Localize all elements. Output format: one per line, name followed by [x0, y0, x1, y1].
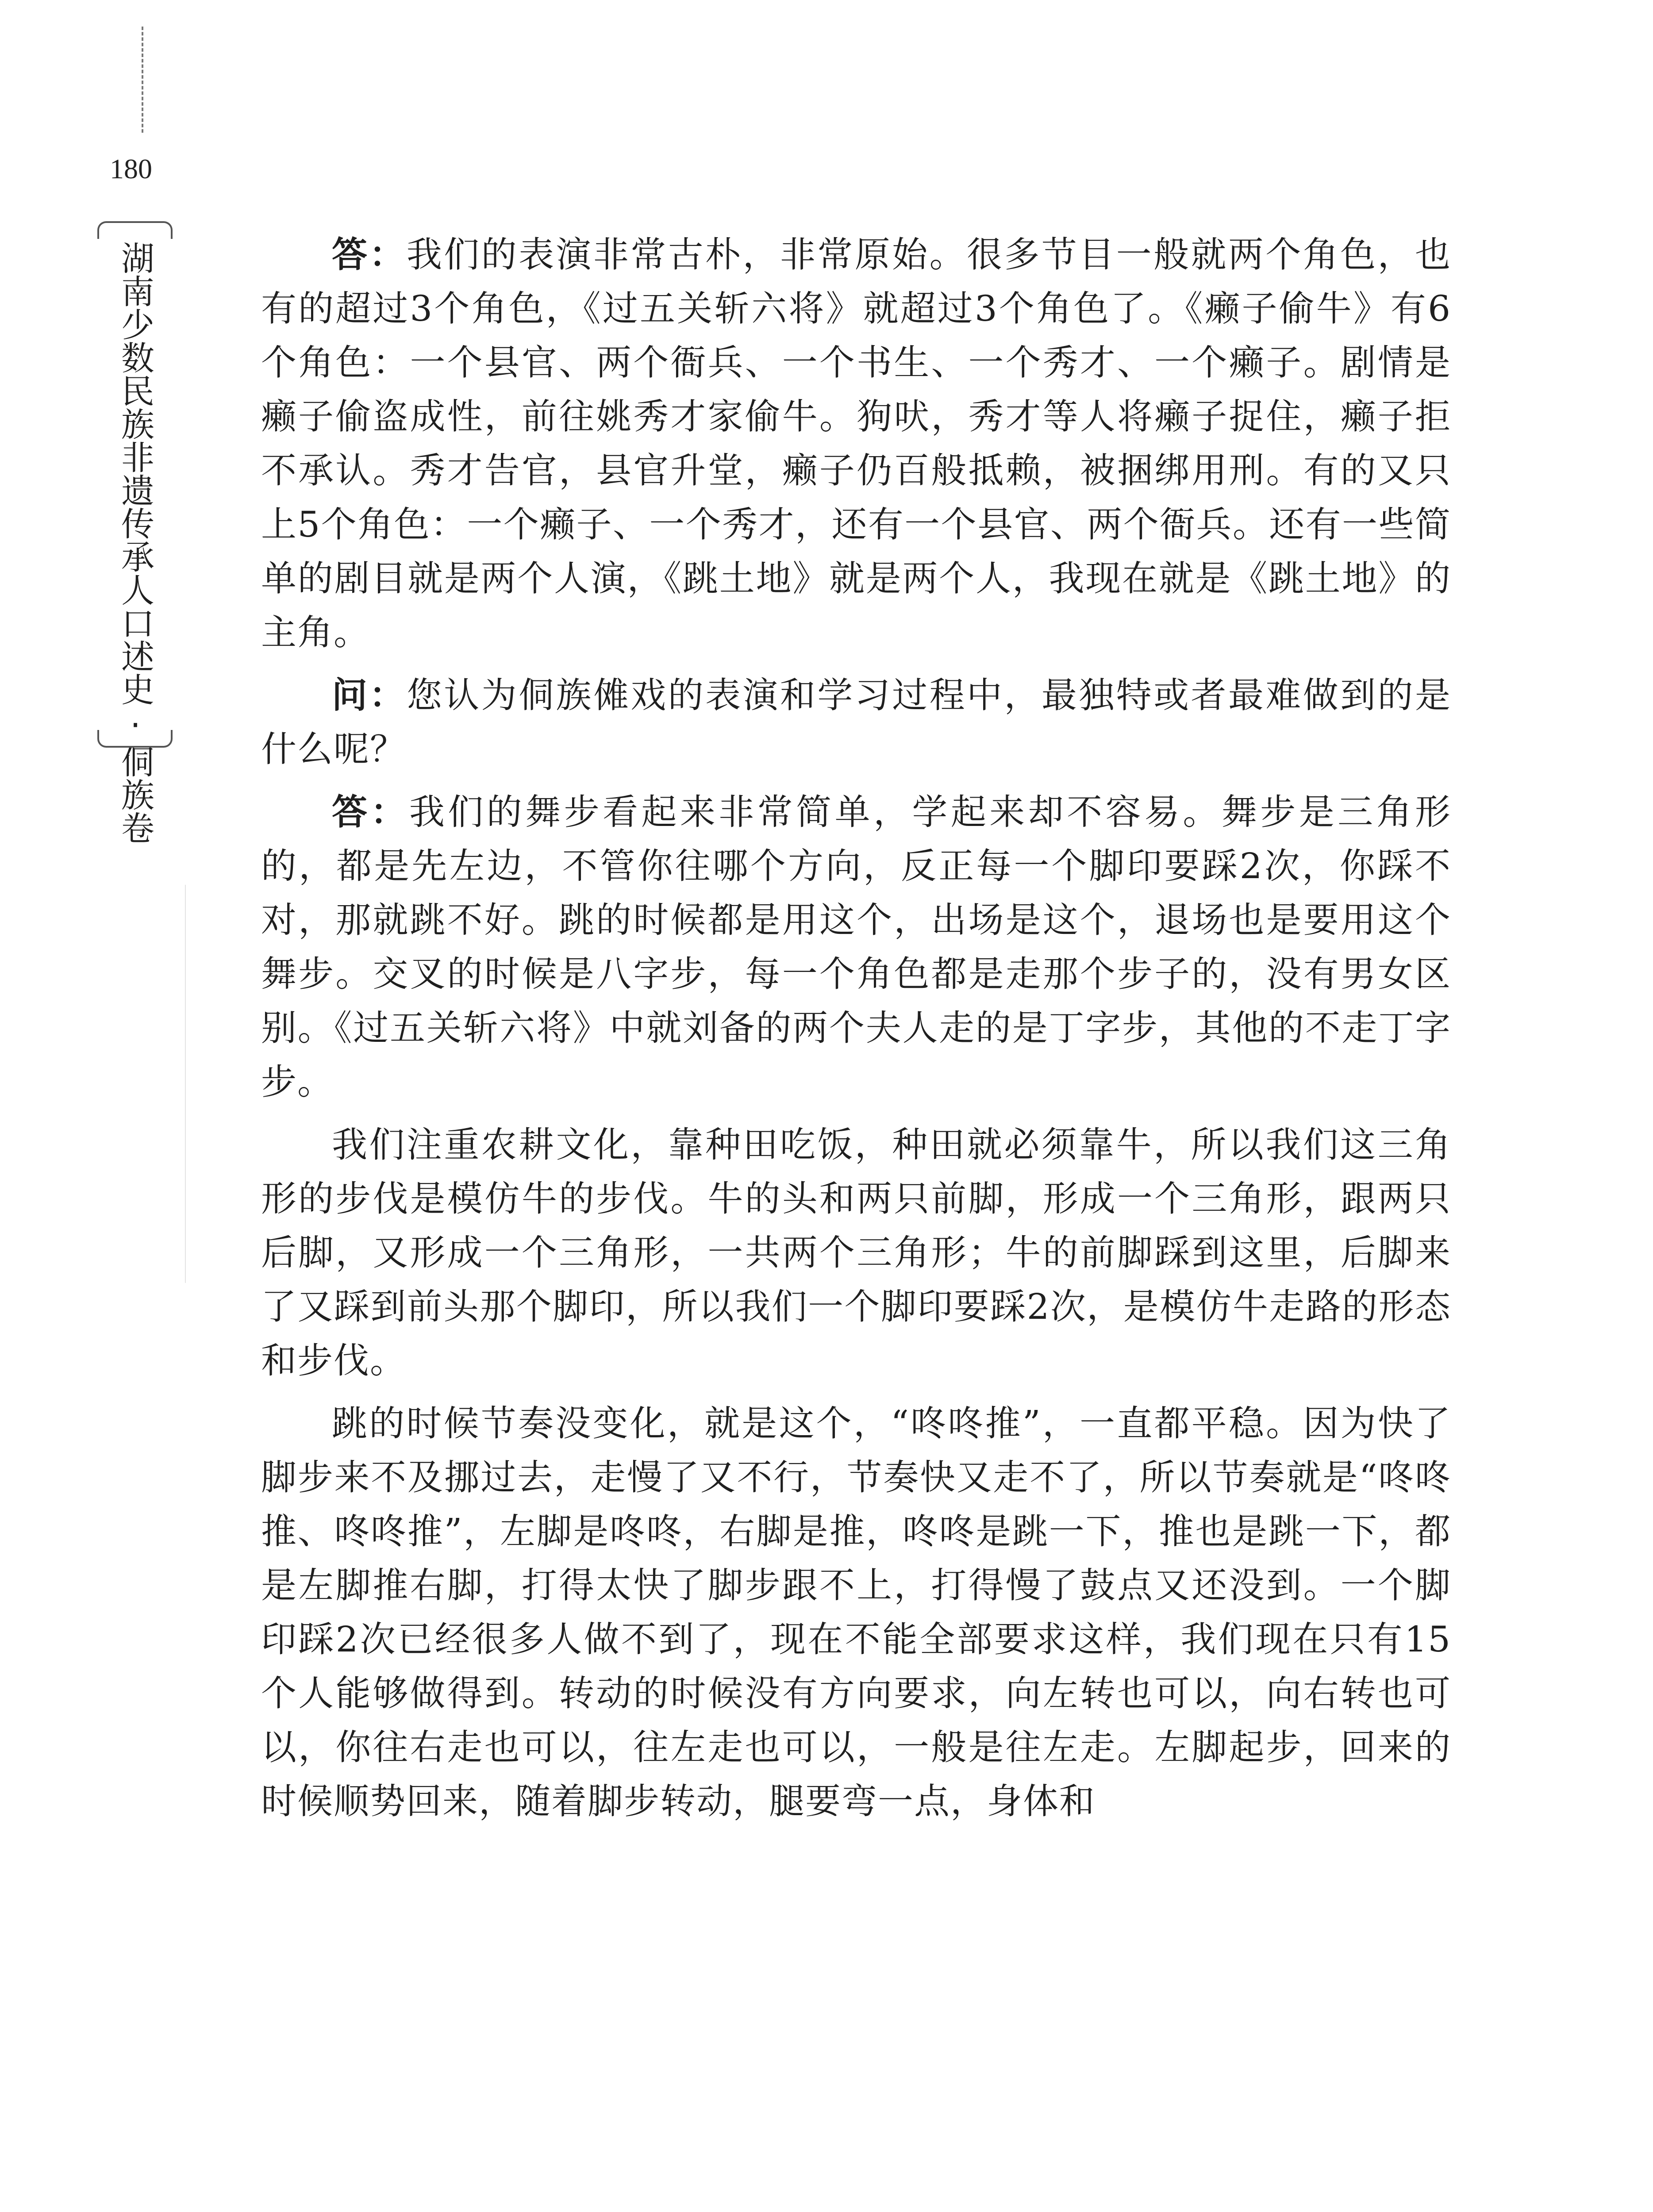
series-title: 湖南少数民族非遗传承人口述史·侗族卷	[116, 241, 155, 844]
speaker-label: 答：	[332, 791, 409, 833]
scan-edge-mark	[185, 885, 186, 1283]
main-text	[261, 228, 1451, 1837]
answer-paragraph	[261, 785, 1451, 1109]
speaker-label: 答：	[332, 234, 407, 275]
answer-paragraph	[261, 228, 1451, 660]
paragraph-text: 我们的舞步看起来非常简单，学起来却不容易。舞步是三角形的，都是先左边，不管你往哪个方向，反正每一个脚印要踩2次，你踩不对，那就跳不好。跳的时候都是用这个，出场是这个，退场也是要用这个舞步。交叉的时候是八字步，每一个角色都是走那个步子的，没有男女区别。《过五关斩六将》中就刘备的两个夫人走的是丁字步，其他的不走丁字步。	[261, 791, 1452, 1102]
speaker-label: 问：	[332, 675, 407, 716]
paragraph-text: 我们的表演非常古朴，非常原始。很多节目一般就两个角色，也有的超过3个角色，《过五关斩六将》就超过3个角色了。《癞子偷牛》有6个角色：一个县官、两个衙兵、一个书生、一个秀才、一个癞子。剧情是癞子偷盗成性，前往姚秀才家偷牛。狗吠，秀才等人将癞子捉住，癞子拒不承认。秀才告官，县官升堂，癞子仍百般抵赖，被捆绑用刑。有的又只上5个角色：一个癞子、一个秀才，还有一个县官、两个衙兵。还有一些简单的剧目就是两个人演，《跳土地》就是两个人，我现在就是《跳土地》的主角。	[261, 234, 1451, 653]
question-paragraph	[261, 668, 1451, 776]
body-paragraph	[261, 1397, 1451, 1828]
series-title-bracket-top	[97, 221, 173, 239]
body-paragraph	[261, 1118, 1451, 1388]
series-title-bracket-bottom	[97, 730, 173, 748]
page-number: 180	[110, 153, 152, 184]
paragraph-text: 我们注重农耕文化，靠种田吃饭，种田就必须靠牛，所以我们这三角形的步伐是模仿牛的步伐。牛的头和两只前脚，形成一个三角形，跟两只后脚，又形成一个三角形，一共两个三角形；牛的前脚踩到这里，后脚来了又踩到前头那个脚印，所以我们一个脚印要踩2次，是模仿牛走路的形态和步伐。	[261, 1124, 1451, 1381]
paragraph-text: 跳的时候节奏没变化，就是这个，“咚咚推”，一直都平稳。因为快了脚步来不及挪过去，走慢了又不行，节奏快又走不了，所以节奏就是“咚咚推、咚咚推”，左脚是咚咚，右脚是推，咚咚是跳一下，推也是跳一下，都是左脚推右脚，打得太快了脚步跟不上，打得慢了鼓点又还没到。一个脚印踩2次已经很多人做不到了，现在不能全部要求这样，我们现在只有15个人能够做得到。转动的时候没有方向要求，向左转也可以，向右转也可以，你往右走也可以，往左走也可以，一般是往左走。左脚起步，回来的时候顺势回来，随着脚步转动，腿要弯一点，身体和	[261, 1403, 1451, 1822]
margin-dashed-rule	[142, 27, 143, 133]
paragraph-text: 您认为侗族傩戏的表演和学习过程中，最独特或者最难做到的是什么呢？	[261, 675, 1451, 770]
